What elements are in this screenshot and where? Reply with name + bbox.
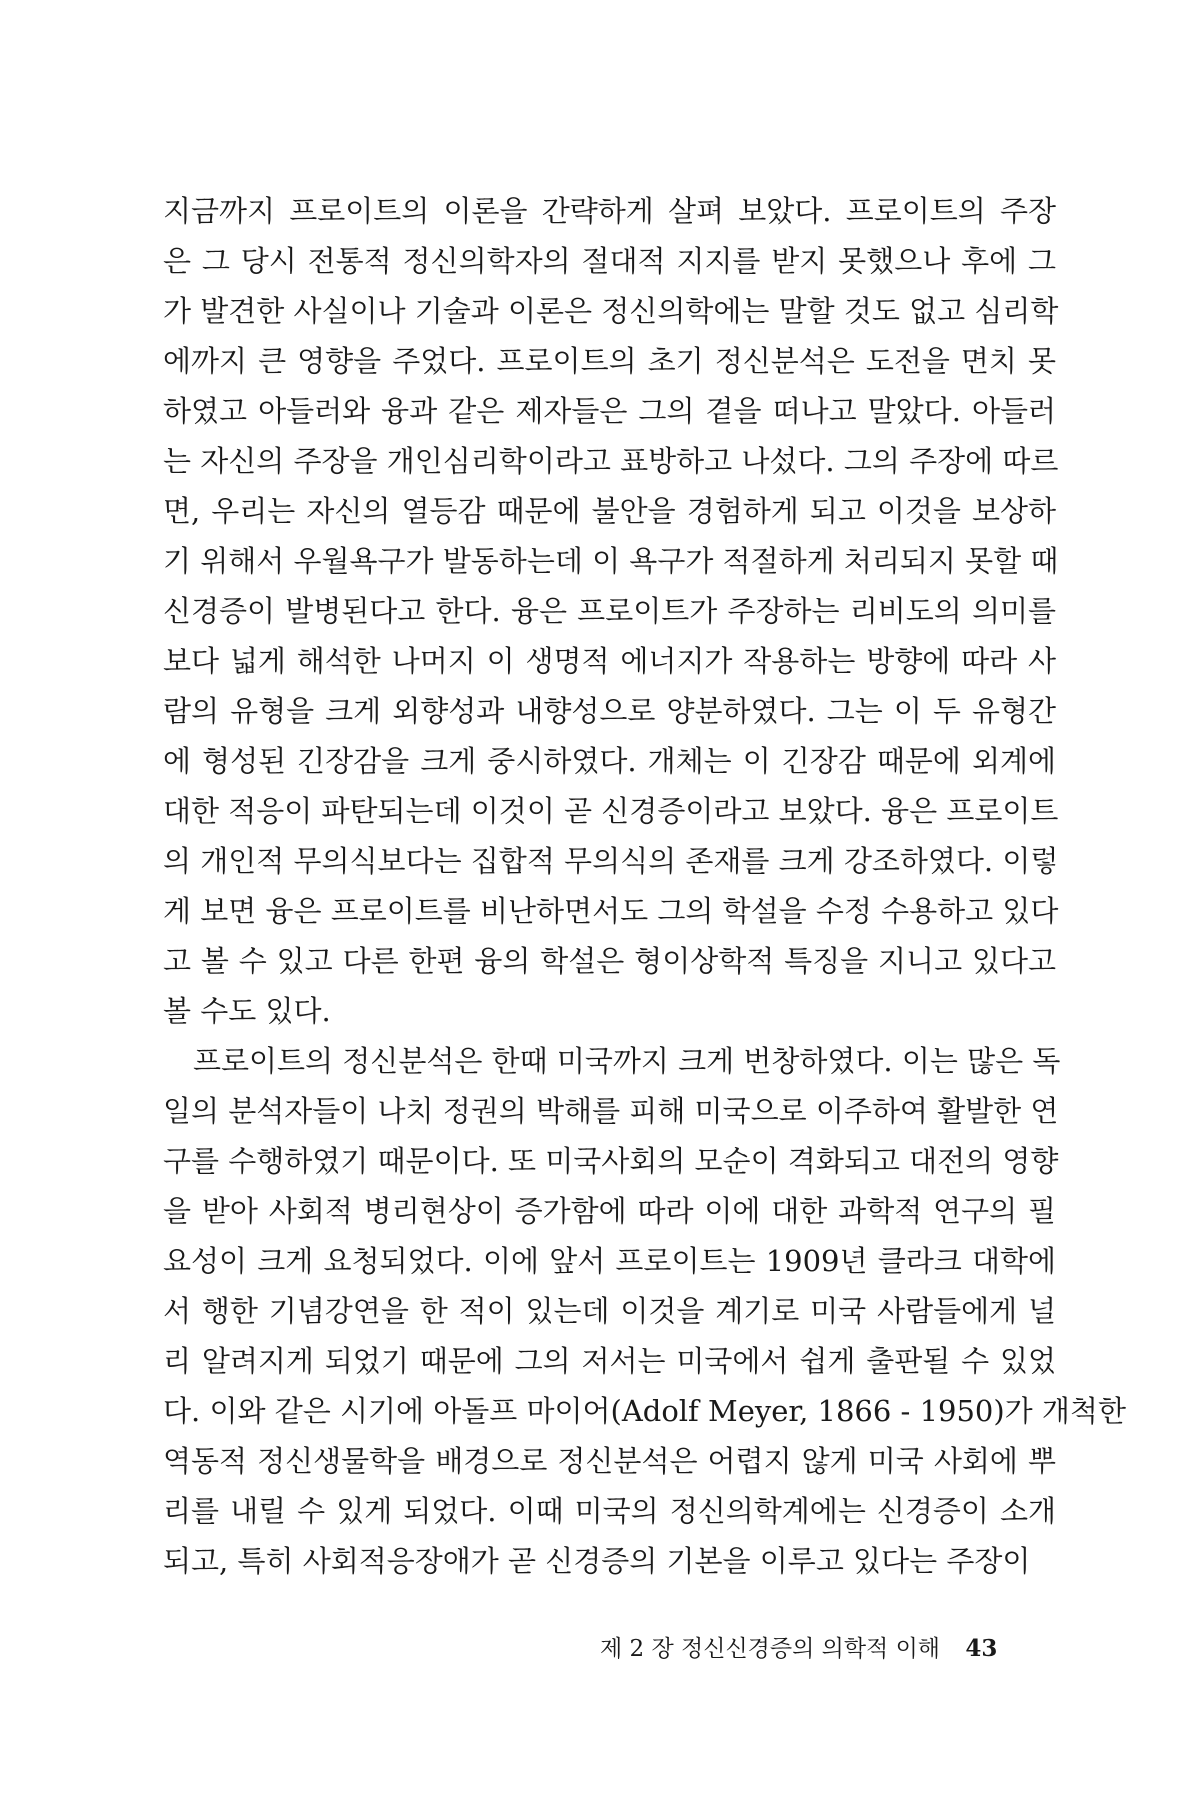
text-line: 지금까지 프로이트의 이론을 간략하게 살펴 보았다. 프로이트의 주장 xyxy=(163,194,1056,228)
text-line: 을 받아 사회적 병리현상이 증가함에 따라 이에 대한 과학적 연구의 필 xyxy=(163,1194,1056,1228)
text-line: 가 발견한 사실이나 기술과 이론은 정신의학에는 말할 것도 없고 심리학 xyxy=(163,294,1059,328)
text-line: 일의 분석자들이 나치 정권의 박해를 피해 미국으로 이주하여 활발한 연 xyxy=(163,1094,1059,1128)
text-line: 신경증이 발병된다고 한다. 융은 프로이트가 주장하는 리비도의 의미를 xyxy=(163,594,1056,628)
text-line: 리를 내릴 수 있게 되었다. 이때 미국의 정신의학계에는 신경증이 소개 xyxy=(163,1494,1056,1528)
text-line: 고 볼 수 있고 다른 한편 융의 학설은 형이상학적 특징을 지니고 있다고 xyxy=(163,944,1056,978)
paragraph xyxy=(163,186,1059,1036)
text-line: 다. 이와 같은 시기에 아돌프 마이어(Adolf Meyer, 1866 - 1950)가 개척한 xyxy=(163,1394,1126,1428)
text-line: 구를 수행하였기 때문이다. 또 미국사회의 모순이 격화되고 대전의 영향 xyxy=(163,1144,1059,1178)
text-line: 면, 우리는 자신의 열등감 때문에 불안을 경험하게 되고 이것을 보상하 xyxy=(163,494,1056,528)
text-line: 람의 유형을 크게 외향성과 내향성으로 양분하였다. 그는 이 두 유형간 xyxy=(163,694,1056,728)
running-footer-chapter: 제 2 장 정신신경증의 의학적 이해 xyxy=(600,1636,941,1662)
text-line: 서 행한 기념강연을 한 적이 있는데 이것을 계기로 미국 사람들에게 널 xyxy=(163,1294,1056,1328)
text-line: 게 보면 융은 프로이트를 비난하면서도 그의 학설을 수정 수용하고 있다 xyxy=(163,894,1059,928)
text-line: 은 그 당시 전통적 정신의학자의 절대적 지지를 받지 못했으나 후에 그 xyxy=(163,244,1056,278)
text-line: 리 알려지게 되었기 때문에 그의 저서는 미국에서 쉽게 출판될 수 있었 xyxy=(163,1344,1056,1378)
text-line: 대한 적응이 파탄되는데 이것이 곧 신경증이라고 보았다. 융은 프로이트 xyxy=(163,794,1059,828)
text-line: 는 자신의 주장을 개인심리학이라고 표방하고 나섰다. 그의 주장에 따르 xyxy=(163,444,1059,478)
text-line: 기 위해서 우월욕구가 발동하는데 이 욕구가 적절하게 처리되지 못할 때 xyxy=(163,544,1059,578)
text-line: 보다 넓게 해석한 나머지 이 생명적 에너지가 작용하는 방향에 따라 사 xyxy=(163,644,1056,678)
text-line: 하였고 아들러와 융과 같은 제자들은 그의 곁을 떠나고 말았다. 아들러 xyxy=(163,394,1056,428)
text-line: 역동적 정신생물학을 배경으로 정신분석은 어렵지 않게 미국 사회에 뿌 xyxy=(163,1444,1056,1478)
text-line: 프로이트의 정신분석은 한때 미국까지 크게 번창하였다. 이는 많은 독 xyxy=(193,1044,1061,1078)
text-line: 요성이 크게 요청되었다. 이에 앞서 프로이트는 1909년 클라크 대학에 xyxy=(163,1244,1056,1278)
text-line: 되고, 특히 사회적응장애가 곧 신경증의 기본을 이루고 있다는 주장이 xyxy=(163,1544,1031,1578)
page-number: 43 xyxy=(965,1635,998,1662)
body-text xyxy=(163,186,1126,1586)
text-line: 볼 수도 있다. xyxy=(163,994,331,1028)
text-line: 에 형성된 긴장감을 크게 중시하였다. 개체는 이 긴장감 때문에 외계에 xyxy=(163,744,1056,778)
text-line: 의 개인적 무의식보다는 집합적 무의식의 존재를 크게 강조하였다. 이렇 xyxy=(163,844,1059,878)
paragraph xyxy=(163,1036,1126,1586)
text-line: 에까지 큰 영향을 주었다. 프로이트의 초기 정신분석은 도전을 면치 못 xyxy=(163,344,1056,378)
page-footer xyxy=(600,1630,1056,1663)
